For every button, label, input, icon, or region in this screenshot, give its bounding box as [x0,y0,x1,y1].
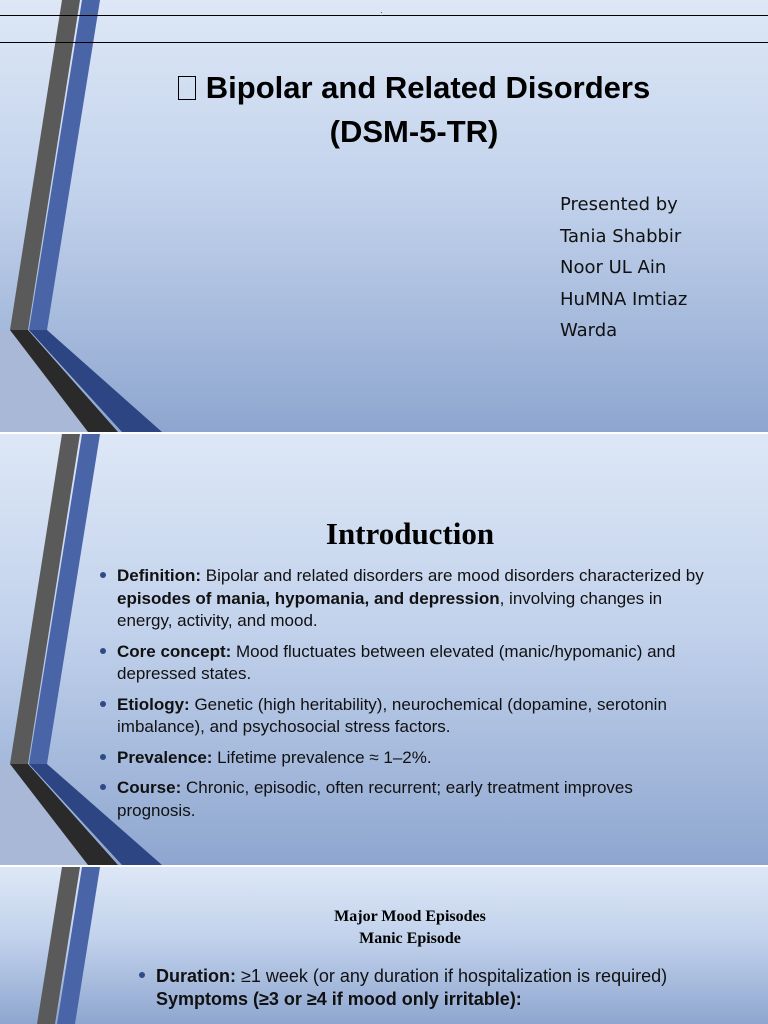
bullet-text: , involving changes in energy, activity, and mood. [117,588,663,630]
title-line-1: Bipolar and Related Disorders [205,70,651,105]
header-rule-top [0,15,768,16]
header-rule-bottom [0,42,768,43]
episodes-title: Major Mood Episodes [334,908,486,925]
episodes-subtitle: Manic Episode [359,930,461,947]
bullet-emphasis: episodes of mania, hypomania, and depression [117,588,500,608]
presenter-line: Warda [560,320,618,341]
title-line-2: (DSM-5-TR) [329,114,499,149]
introduction-heading: Introduction [325,516,495,551]
missing-glyph-icon [178,76,196,100]
manic-episode-bullet-list [139,965,739,1011]
bullet-course [100,777,710,822]
presenter-line: Tania Shabbir [560,225,682,247]
bullet-label: Core concept: [117,641,232,661]
presenter-line: Presented by [560,194,678,215]
bullet-etiology [100,694,710,739]
bullet-definition [100,565,710,633]
presenter-line: Noor UL Ain [560,257,667,278]
bullet-text: Mood fluctuates between elevated (manic/hypomanic) and depressed states. [117,641,676,683]
bullet-label: Etiology: [117,694,190,714]
header-marker: : [380,9,383,18]
episodes-heading [160,906,660,950]
bullet-duration [139,965,739,1011]
bullet-label: Prevalence: [117,747,213,767]
bullet-label: Definition: [117,566,202,585]
bullet-label: Course: [117,778,182,797]
bullet-text: Bipolar and related disorders are mood disorders characterized by [201,566,704,585]
presenter-list [560,189,687,347]
bullet-text: ≥1 week (or any duration if hospitalization is required) [236,966,668,986]
symptoms-label: Symptoms (≥3 or ≥4 if mood only irritable): [156,989,522,1009]
decorative-stripes [0,0,180,432]
slide-title [0,0,768,432]
slide-title-heading [100,66,728,154]
bullet-text: Genetic (high heritability), neurochemical (dopamine, serotonin imbalance), and psychosocial stress factors. [117,694,667,736]
bullet-text: Chronic, episodic, often recurrent; early treatment improves prognosis. [117,778,633,820]
presenter-line: HuMNA Imtiaz [560,288,688,310]
bullet-text: Lifetime prevalence ≈ 1–2%. [212,747,432,767]
bullet-label: Duration: [156,966,236,986]
bullet-core-concept [100,641,710,686]
bullet-prevalence [100,747,710,770]
introduction-bullet-list [100,565,710,830]
